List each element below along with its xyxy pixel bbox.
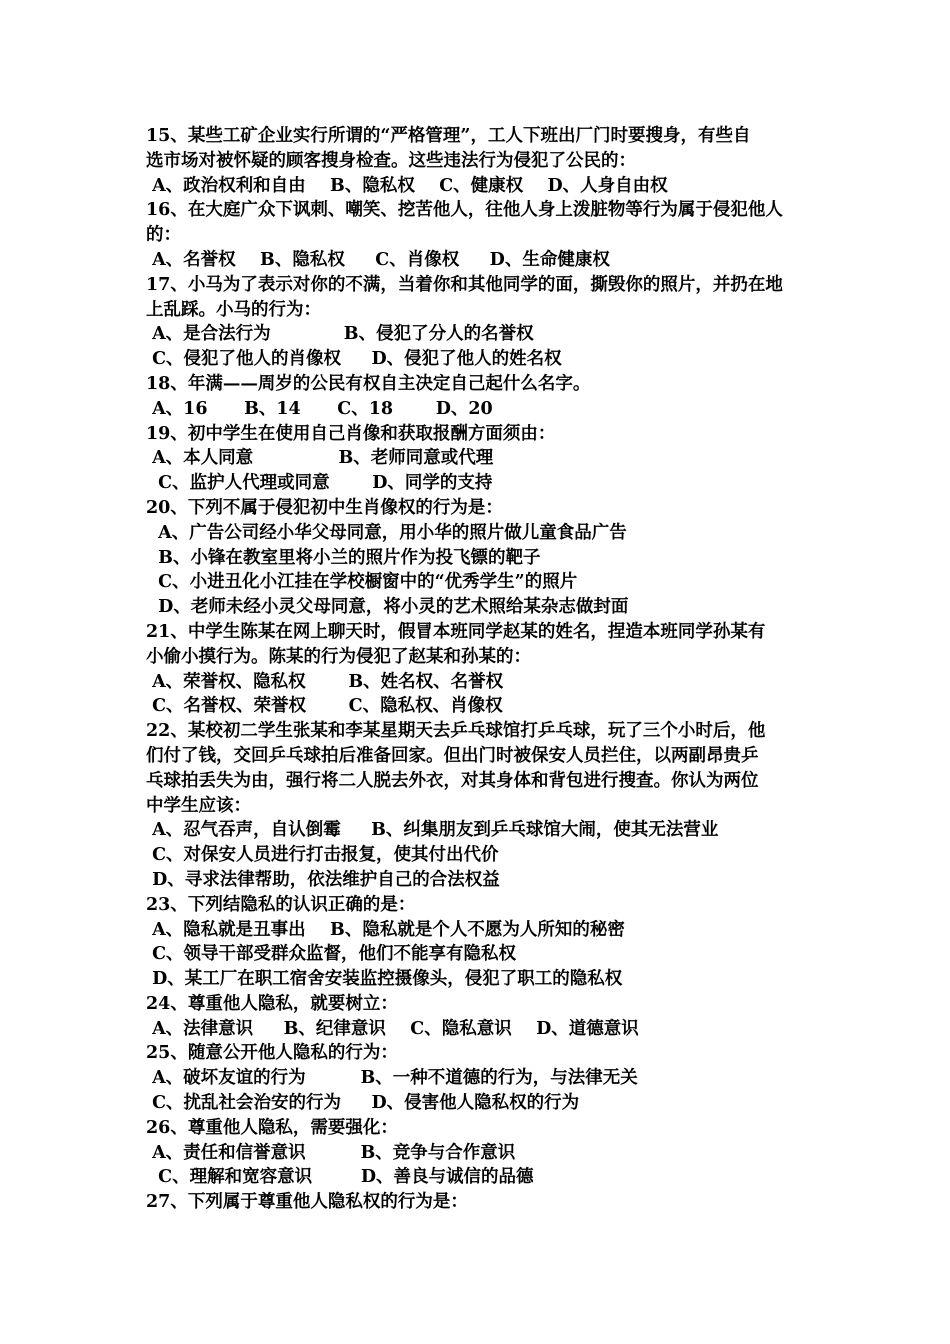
text-line: 的： [146, 225, 181, 246]
text-line: C、小进丑化小江挂在学校橱窗中的“优秀学生”的照片 [146, 572, 578, 593]
text-line: 17、小马为了表示对你的不满，当着你和其他同学的面，撕毁你的照片，并扔在地 [146, 274, 783, 295]
document-body [146, 124, 810, 1215]
text-line: A、政治权利和自由 B、隐私权 C、健康权 D、人身自由权 [146, 175, 668, 196]
text-line: 26、尊重他人隐私，需要强化： [146, 1117, 398, 1138]
text-line: 20、下列不属于侵犯初中生肖像权的行为是： [146, 497, 503, 518]
text-line: A、法律意识 B、纪律意识 C、隐私意识 D、道德意识 [146, 1018, 639, 1039]
text-line: 上乱踩。小马的行为： [146, 299, 321, 320]
text-line: A、是合法行为 B、侵犯了分人的名誉权 [146, 324, 534, 345]
text-line: A、责任和信誉意识 B、竞争与合作意识 [146, 1142, 516, 1163]
text-line: D、老师未经小灵父母同意，将小灵的艺术照给某杂志做封面 [146, 597, 629, 618]
text-line: 25、随意公开他人隐私的行为： [146, 1043, 398, 1064]
text-line: A、破坏友谊的行为 B、一种不道德的行为，与法律无关 [146, 1068, 638, 1089]
text-line: A、本人同意 B、老师同意或代理 [146, 448, 494, 469]
text-line: 小偷小摸行为。陈某的行为侵犯了赵某和孙某的： [146, 646, 531, 667]
text-line: 27、下列属于尊重他人隐私权的行为是： [146, 1192, 468, 1213]
text-line: C、侵犯了他人的肖像权 D、侵犯了他人的姓名权 [146, 349, 562, 370]
text-line: 们付了钱，交回乒乓球拍后准备回家。但出门时被保安人员拦住，以两副昂贵乒 [146, 745, 759, 766]
text-line: A、隐私就是丑事出 B、隐私就是个人不愿为人所知的秘密 [146, 919, 625, 940]
text-line: A、16 B、14 C、18 D、20 [146, 398, 493, 419]
text-line: 乓球拍丢失为由，强行将二人脱去外衣，对其身体和背包进行搜查。你认为两位 [146, 770, 759, 791]
text-line: 16、在大庭广众下讽刺、嘲笑、挖苦他人，往他人身上泼脏物等行为属于侵犯他人 [146, 200, 783, 221]
text-line: 21、中学生陈某在网上聊天时，假冒本班同学赵某的姓名，捏造本班同学孙某有 [146, 621, 766, 642]
text-line: D、某工厂在职工宿舍安装监控摄像头，侵犯了职工的隐私权 [146, 969, 623, 990]
text-line: C、对保安人员进行打击报复，使其付出代价 [146, 845, 499, 866]
text-line: C、理解和宽容意识 D、善良与诚信的品德 [146, 1167, 534, 1188]
text-line: 22、某校初二学生张某和李某星期天去乒乓球馆打乒乓球，玩了三个小时后，他 [146, 721, 766, 742]
text-line: A、忍气吞声，自认倒霉 B、纠集朋友到乒乓球馆大闹，使其无法营业 [146, 820, 719, 841]
text-line: B、小锋在教室里将小兰的照片作为投飞镖的靶子 [146, 547, 541, 568]
text-line: A、广告公司经小华父母同意，用小华的照片做儿童食品广告 [146, 522, 627, 543]
text-line: 24、尊重他人隐私，就要树立： [146, 993, 398, 1014]
text-line: 选市场对被怀疑的顾客搜身检查。这些违法行为侵犯了公民的： [146, 150, 636, 171]
text-line: C、扰乱社会治安的行为 D、侵害他人隐私权的行为 [146, 1093, 580, 1114]
text-line: 15、某些工矿企业实行所谓的“严格管理”，工人下班出厂门时要搜身，有些自 [146, 126, 751, 146]
text-line: A、名誉权 B、隐私权 C、肖像权 D、生命健康权 [146, 249, 610, 270]
text-line: C、名誉权、荣誉权 C、隐私权、肖像权 [146, 696, 503, 717]
text-line: C、领导干部受群众监督，他们不能享有隐私权 [146, 944, 517, 965]
text-line: 19、初中学生在使用自己肖像和获取报酬方面须由： [146, 423, 556, 444]
text-line: A、荣誉权、隐私权 B、姓名权、名誉权 [146, 671, 504, 692]
text-line: D、寻求法律帮助，依法维护自己的合法权益 [146, 869, 500, 890]
text-line: 18、年满——周岁的公民有权自主决定自己起什么名字。 [146, 373, 591, 394]
text-line: 中学生应该： [146, 795, 251, 816]
text-line: 23、下列结隐私的认识正确的是： [146, 894, 416, 915]
text-line: C、监护人代理或同意 D、同学的支持 [146, 473, 493, 494]
